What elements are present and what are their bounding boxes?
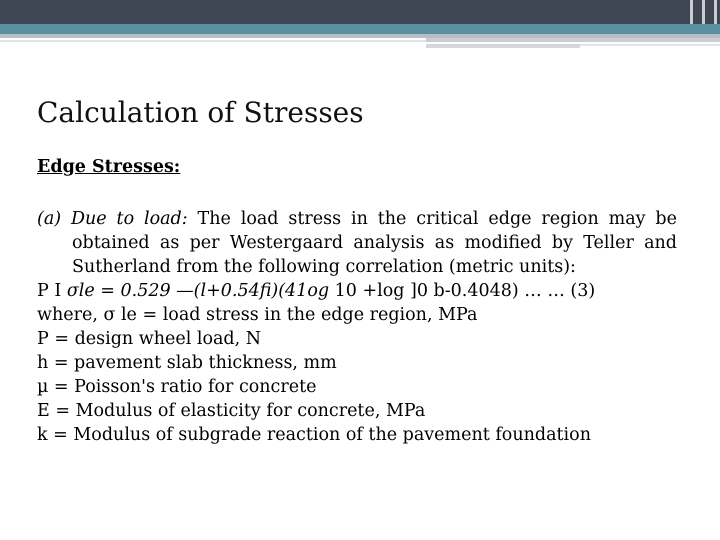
- para-marker: (a): [37, 209, 62, 229]
- header-decoration-band: [0, 0, 720, 60]
- formula-main: σle = 0.529 —(l+0.54fi)(41og: [66, 281, 330, 301]
- definition-line: µ = Poisson's ratio for concrete: [37, 377, 317, 397]
- para-lead: Due to load:: [70, 209, 188, 229]
- header-grey-strip: [426, 44, 580, 48]
- slide-title: Calculation of Stresses: [37, 96, 364, 129]
- header-corner-block: [686, 0, 720, 24]
- header-dark-strip: [0, 0, 720, 24]
- slide-content: [37, 155, 677, 447]
- definition-line: k = Modulus of subgrade reaction of the pavement foundation: [37, 425, 591, 445]
- definition-line: where, σ le = load stress in the edge region, MPa: [37, 305, 478, 325]
- load-paragraph: [37, 207, 677, 279]
- header-grey-strip: [580, 44, 720, 46]
- header-grey-strip: [426, 38, 720, 42]
- definition-line: h = pavement slab thickness, mm: [37, 353, 337, 373]
- header-teal-strip: [0, 24, 720, 34]
- header-corner-stripe: [690, 0, 693, 24]
- formula-prefix: P I: [37, 281, 67, 301]
- formula-tail: 10 +log ]0 b-0.4048) … … (3): [329, 281, 596, 301]
- header-grey-strip: [0, 40, 426, 42]
- formula-line: [37, 279, 677, 303]
- definition-line: E = Modulus of elasticity for concrete, MPa: [37, 401, 426, 421]
- header-corner-stripe: [714, 0, 717, 24]
- section-heading: Edge Stresses:: [37, 157, 181, 177]
- header-corner-stripe: [702, 0, 705, 24]
- para-body: The load stress in the critical edge region may be obtained as per Westergaard analysis as modified by Teller and Sutherland from the following correlation (metric units):: [72, 209, 677, 277]
- definition-line: P = design wheel load, N: [37, 329, 262, 349]
